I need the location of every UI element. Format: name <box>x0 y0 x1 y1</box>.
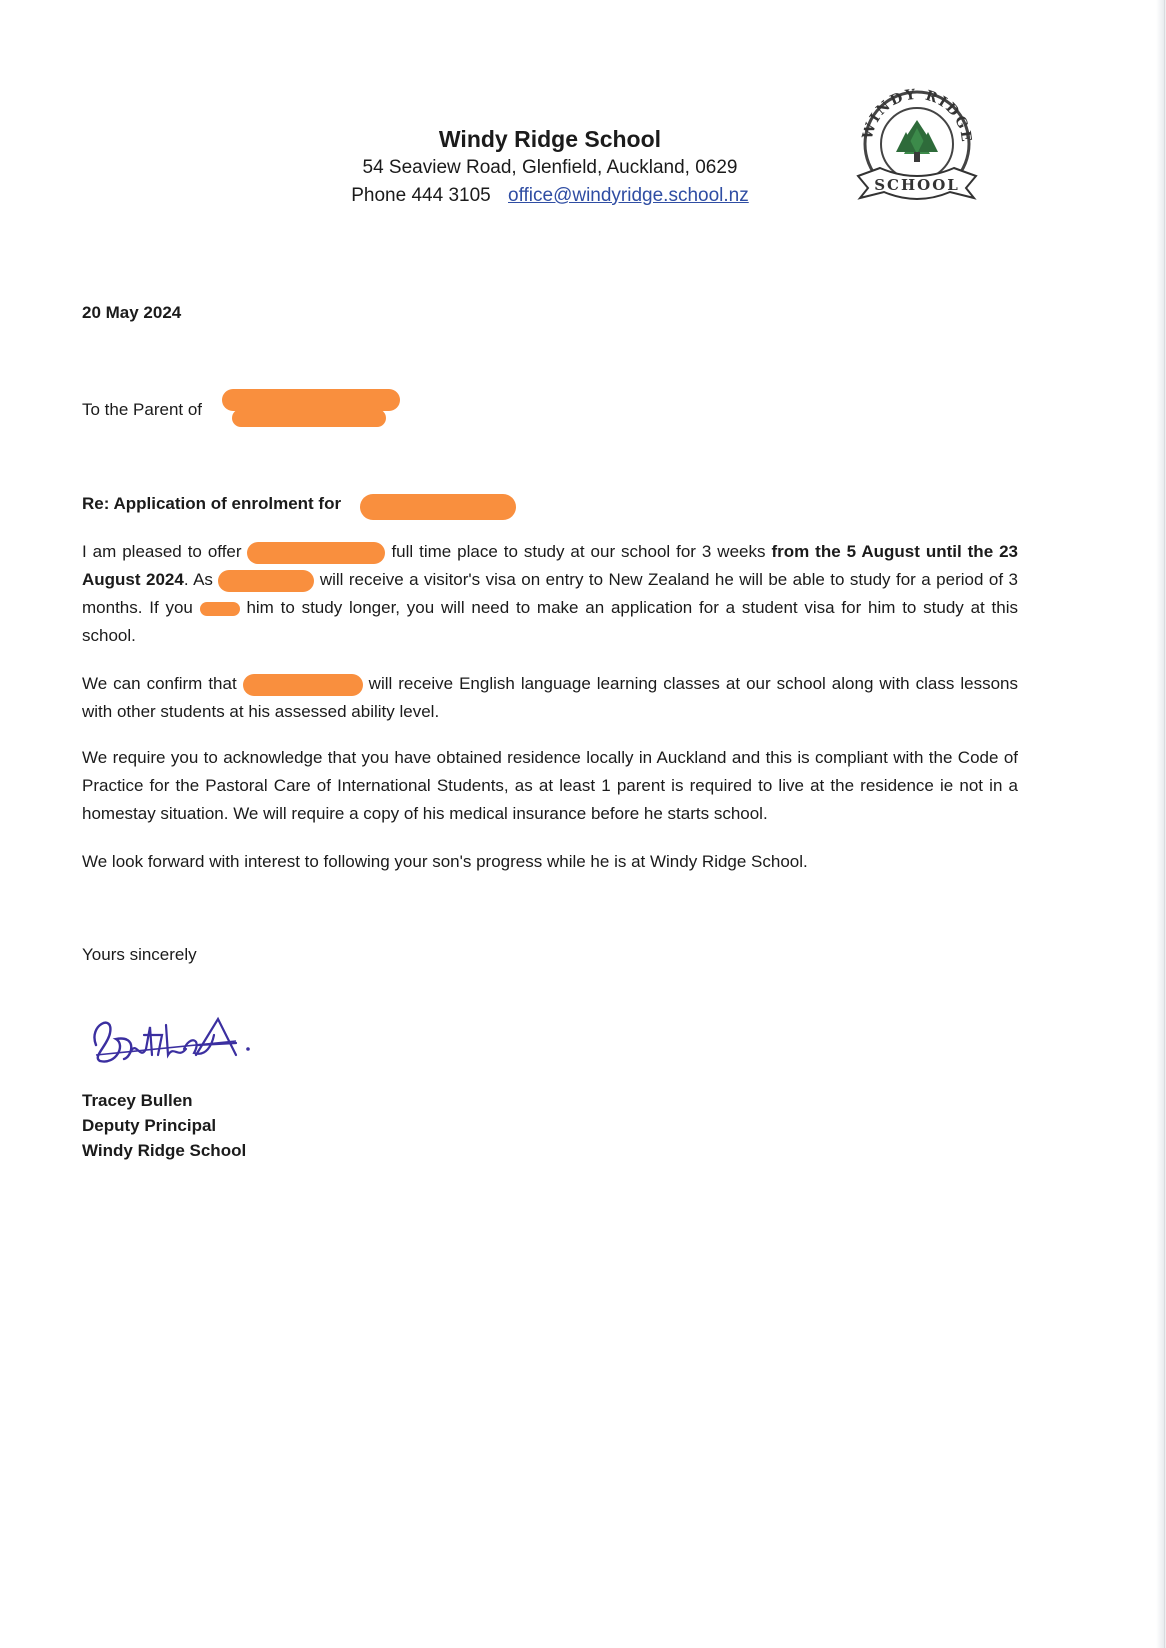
school-logo <box>846 84 988 212</box>
p1-text-c: . As <box>183 570 213 589</box>
logo-arc-text: WINDY RIDGE <box>859 86 975 145</box>
paragraph-requirements: We require you to acknowledge that you have obtained residence locally in Auckland and this is compliant with the Code of Practice for the Pastoral Care of International Students, as at least 1 parent is required to live at the residence ie not in a homestay situation. We will require a copy of his medical insurance before he starts school. <box>82 748 1018 823</box>
p2-text-a: We can confirm that <box>82 674 237 693</box>
handwritten-signature <box>86 1005 266 1075</box>
school-phone: Phone 444 3105 <box>351 185 491 206</box>
redaction-mark <box>222 389 400 411</box>
redaction-mark <box>232 409 386 427</box>
redaction-mark <box>360 494 516 520</box>
paragraph-confirm <box>82 670 1018 726</box>
paragraph-closing-remark: We look forward with interest to following your son's progress while he is at Windy Ridge School. <box>82 852 808 871</box>
p1-text-b: full time place to study at our school for 3 weeks <box>391 542 766 561</box>
redaction-mark <box>218 570 314 592</box>
p2-text-b: will receive English language learning classes at our school along with class lessons with other students at his assessed ability level. <box>82 674 1018 721</box>
signatory-name: Tracey Bullen <box>82 1091 193 1110</box>
closing: Yours sincerely <box>82 945 197 964</box>
school-address: 54 Seaview Road, Glenfield, Auckland, 0629 <box>362 157 738 178</box>
signatory-organisation: Windy Ridge School <box>82 1141 247 1160</box>
p1-dates: from the 5 August until the 23 August 2024 <box>82 542 1018 589</box>
p1-text-d: will receive a visitor's visa on entry to New Zealand he will be able to study for a period of 3 months. If you <box>82 570 1018 617</box>
letter-date: 20 May 2024 <box>82 303 182 322</box>
signatory-title: Deputy Principal <box>82 1116 217 1135</box>
redaction-mark <box>200 602 240 616</box>
p1-text-a: I am pleased to offer <box>82 542 242 561</box>
redaction-mark <box>247 542 385 564</box>
school-email-link[interactable]: office@windyridge.school.nz <box>508 185 749 206</box>
logo-ribbon-text: SCHOOL <box>874 176 960 194</box>
contact-line <box>300 182 800 210</box>
page-edge-shadow <box>1156 0 1164 1648</box>
subject-line <box>82 494 341 514</box>
letterhead <box>300 124 800 210</box>
redaction-mark <box>243 674 363 696</box>
subject-text: Re: Application of enrolment for <box>82 494 342 513</box>
school-name: Windy Ridge School <box>438 126 662 152</box>
salutation-text: To the Parent of <box>82 400 203 419</box>
salutation <box>82 400 202 420</box>
p1-text-e: him to study longer, you will need to make an application for a student visa for him to study at this school. <box>82 598 1018 645</box>
paragraph-offer <box>82 538 1018 650</box>
signature-block <box>82 1088 246 1163</box>
